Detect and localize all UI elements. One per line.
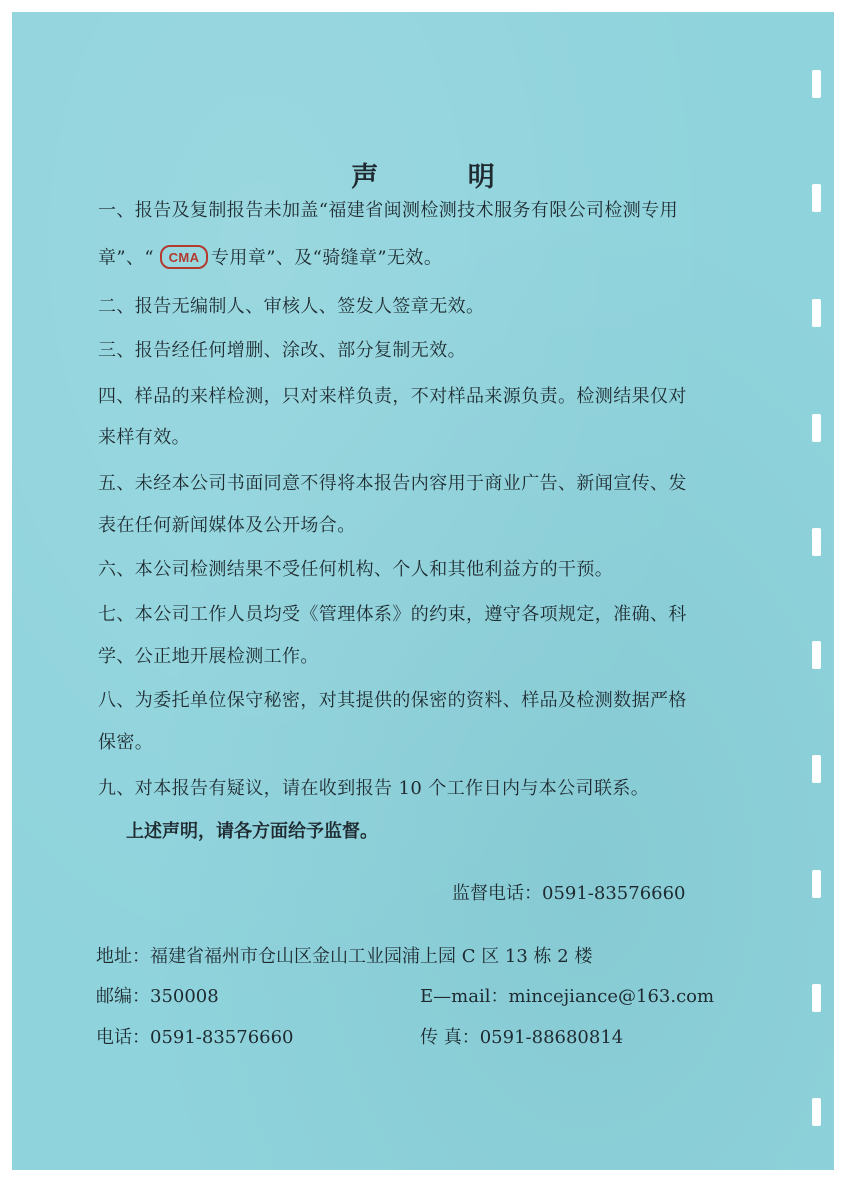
binding-hole xyxy=(812,414,821,442)
binding-hole xyxy=(812,984,821,1012)
supervision-phone: 监督电话：0591-83576660 xyxy=(452,883,686,904)
clause-1-suffix: 专用章”、及“骑缝章”无效。 xyxy=(211,247,443,269)
clause-3: 三、报告经任何增删、涂改、部分复制无效。 xyxy=(98,340,466,361)
binding-hole xyxy=(812,70,821,98)
clause-5-line-2: 表在任何新闻媒体及公开场合。 xyxy=(98,515,356,536)
cma-stamp-icon xyxy=(160,245,208,269)
binding-hole xyxy=(812,299,821,327)
fax: 传 真：0591-88680814 xyxy=(420,1027,624,1048)
binding-hole xyxy=(812,870,821,898)
clause-8-line-1: 八、为委托单位保守秘密，对其提供的保密的资料、样品及检测数据严格 xyxy=(98,690,687,711)
clause-8-line-2: 保密。 xyxy=(98,732,154,753)
clause-1-line-2 xyxy=(98,245,442,272)
clause-2: 二、报告无编制人、审核人、签发人签章无效。 xyxy=(98,296,485,317)
closing-statement: 上述声明，请各方面给予监督。 xyxy=(126,821,378,842)
binding-hole xyxy=(812,528,821,556)
clause-7-line-1: 七、本公司工作人员均受《管理体系》的约束，遵守各项规定，准确、科 xyxy=(98,604,687,625)
svg-text:CMA: CMA xyxy=(168,250,200,265)
clause-5-line-1: 五、未经本公司书面同意不得将本报告内容用于商业广告、新闻宣传、发 xyxy=(98,473,687,494)
postcode: 邮编：350008 xyxy=(96,986,219,1007)
clause-9: 九、对本报告有疑议，请在收到报告 10 个工作日内与本公司联系。 xyxy=(98,778,650,799)
binding-hole xyxy=(812,755,821,783)
email: E—mail：mincejiance@163.com xyxy=(420,986,715,1007)
address: 地址：福建省福州市仓山区金山工业园浦上园 C 区 13 栋 2 楼 xyxy=(96,946,593,967)
clause-7-line-2: 学、公正地开展检测工作。 xyxy=(98,646,319,667)
phone: 电话：0591-83576660 xyxy=(96,1027,294,1048)
clause-4-line-2: 来样有效。 xyxy=(98,427,190,448)
clause-4-line-1: 四、样品的来样检测，只对来样负责，不对样品来源负责。检测结果仅对 xyxy=(98,386,687,407)
clause-1-prefix: 章”、“ xyxy=(98,247,155,269)
clause-6: 六、本公司检测结果不受任何机构、个人和其他利益方的干预。 xyxy=(98,559,614,580)
clause-1-line-1: 一、报告及复制报告未加盖“福建省闽测检测技术服务有限公司检测专用 xyxy=(98,200,678,221)
page-title: 声 明 xyxy=(351,162,535,193)
declaration-sheet xyxy=(12,12,834,1170)
binding-hole xyxy=(812,641,821,669)
binding-hole xyxy=(812,1098,821,1126)
